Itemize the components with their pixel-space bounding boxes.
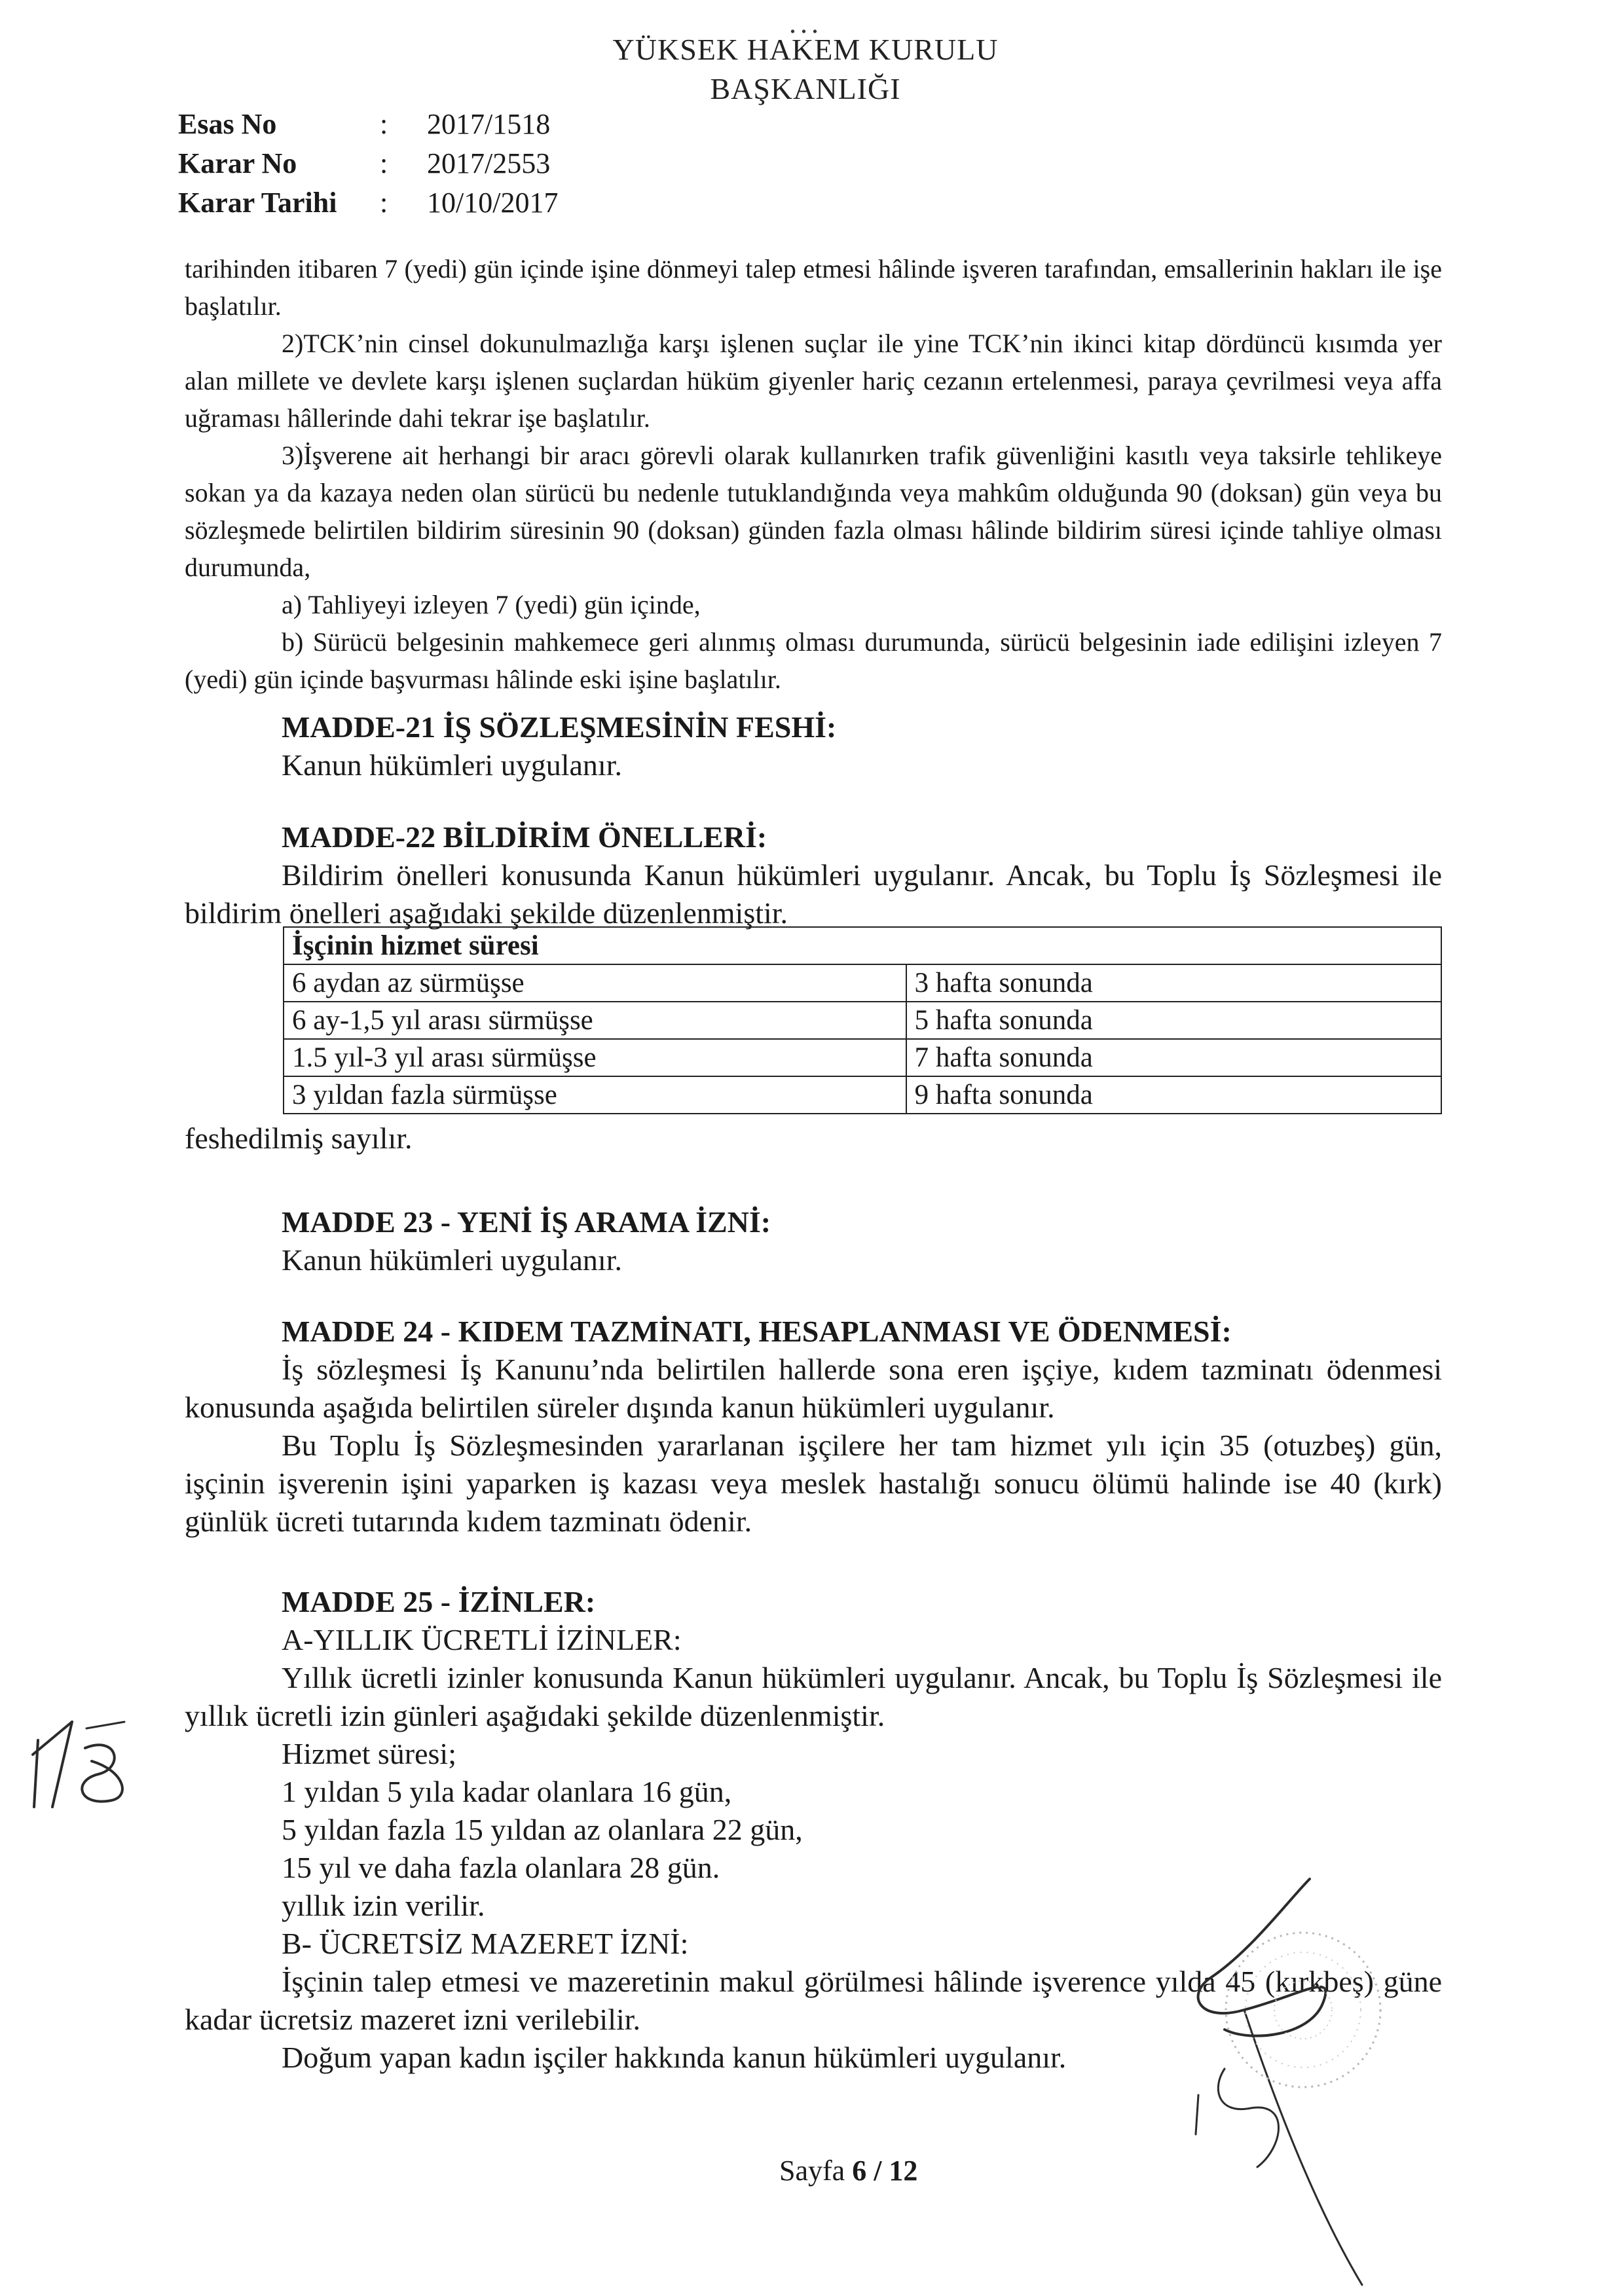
article-text: Bildirim önelleri konusunda Kanun hükümleri uygulanır. Ancak, bu Toplu İş Sözleşmesi ile bildirim önelleri aşağıdaki şekilde düzenlenmiştir. — [185, 858, 1442, 930]
after-table-text: feshedilmiş sayılır. — [185, 1121, 413, 1155]
duration-cell: 3 yıldan fazla sürmüşse — [284, 1076, 906, 1114]
service-line: 5 yıldan fazla 15 yıldan az olanlara 22 gün, — [282, 1813, 803, 1846]
handwritten-margin-note — [26, 1709, 138, 1820]
duration-cell: 1.5 yıl-3 yıl arası sürmüşse — [284, 1039, 906, 1076]
article-24 — [185, 1313, 1442, 1540]
page-number — [779, 2154, 917, 2187]
meta-row-tarih — [178, 183, 558, 223]
article-heading: MADDE 23 - YENİ İŞ ARAMA İZNİ: — [282, 1205, 771, 1239]
meta-separator: : — [380, 147, 388, 179]
article-22 — [185, 818, 1442, 932]
article-heading: MADDE 24 - KIDEM TAZMİNATI, HESAPLANMASI VE ÖDENMESİ: — [282, 1315, 1232, 1348]
notice-cell: 5 hafta sonunda — [906, 1002, 1441, 1039]
duration-cell: 6 ay-1,5 yıl arası sürmüşse — [284, 1002, 906, 1039]
meta-label: Esas No — [178, 108, 277, 140]
meta-row-karar — [178, 144, 558, 183]
authority-header — [602, 30, 1008, 109]
meta-label: Karar Tarihi — [178, 187, 337, 219]
top-mark: ... — [789, 7, 822, 39]
duration-cell: 6 aydan az sürmüşse — [284, 964, 906, 1002]
article-heading: MADDE 25 - İZİNLER: — [282, 1585, 596, 1618]
article-heading: MADDE-21 İŞ SÖZLEŞMESİNİN FESHİ: — [282, 710, 837, 744]
meta-label: Karar No — [178, 147, 297, 179]
page-prefix: Sayfa — [779, 2155, 845, 2187]
table-header-row — [284, 927, 1441, 964]
notice-cell: 3 hafta sonunda — [906, 964, 1441, 1002]
meta-separator: : — [380, 187, 388, 219]
service-outro: yıllık izin verilir. — [282, 1889, 485, 1922]
stamp-seal — [1218, 1925, 1388, 2095]
meta-value: 2017/2553 — [427, 147, 551, 179]
intro-section — [185, 250, 1442, 698]
article-paragraph-2: Bu Toplu İş Sözleşmesinden yararlanan işçilere her tam hizmet yılı için 35 (otuzbeş) gün, işçinin işverenin işini yaparken iş kazası veya meslek hastalığı sonucu ölümü halinde ise 40 (kırk) günlük ücreti tutarında kıdem tazminatı ödenir. — [185, 1429, 1442, 1538]
table-row — [284, 964, 1441, 1002]
intro-paragraph-2: 2)TCK’nin cinsel dokunulmazlığa karşı işlenen suçlar ile yine TCK’nin ikinci kitap dördüncü kısımda yer alan millete ve devlete karşı işlenen suçlardan hüküm giyenler hariç cezanın ertelenmesi, paraya çevrilmesi veya affa uğraması hâllerinde dahi tekrar işe başlatılır. — [185, 329, 1442, 433]
page-current: 6 — [852, 2155, 867, 2187]
article-paragraph-1: İş sözleşmesi İş Kanunu’nda belirtilen hallerde sona eren işçiye, kıdem tazminatı ödenmesi konusunda aşağıda belirtilen süreler dışında kanun hükümleri uygulanır. — [185, 1353, 1442, 1424]
intro-paragraph-3: 3)İşverene ait herhangi bir aracı görevli olarak kullanırken trafik güvenliğini kasıtlı veya taksirle tehlikeye sokan ya da kazaya neden olan sürücü bu nedenle tutuklandığında veya mahkûm olduğunda 90 (doksan) gün veya bu sözleşmede belirtilen bildirim süresinin 90 (doksan) günden fazla olması hâlinde bildirim süresi içinde tahliye olması durumunda, — [185, 441, 1442, 582]
article-text: Kanun hükümleri uygulanır. — [282, 748, 622, 782]
authority-line-2: BAŞKANLIĞI — [710, 72, 901, 105]
subsection-b-text: İşçinin talep etmesi ve mazeretinin makul görülmesi hâlinde işverence yılda 45 (kırkbeş) güne kadar ücretsiz mazeret izni verilebilir. — [185, 1965, 1442, 2036]
table-row — [284, 1039, 1441, 1076]
intro-item-a: a) Tahliyeyi izleyen 7 (yedi) gün içinde, — [282, 590, 701, 619]
table-row — [284, 1002, 1441, 1039]
article-heading: MADDE-22 BİLDİRİM ÖNELLERİ: — [282, 820, 767, 854]
page-separator: / — [874, 2155, 882, 2187]
subsection-b-text-2: Doğum yapan kadın işçiler hakkında kanun hükümleri uygulanır. — [282, 2041, 1067, 2074]
service-line: 15 yıl ve daha fazla olanlara 28 gün. — [282, 1851, 720, 1884]
meta-separator: : — [380, 108, 388, 140]
service-line: 1 yıldan 5 yıla kadar olanlara 16 gün, — [282, 1775, 732, 1808]
meta-row-esas — [178, 105, 558, 144]
intro-paragraph-1: tarihinden itibaren 7 (yedi) gün içinde işine dönmeyi talep etmesi hâlinde işveren tarafından, emsallerinin hakları ile işe başlatılır. — [185, 254, 1442, 321]
authority-line-1: YÜKSEK HAKEM KURULU — [612, 33, 999, 66]
subsection-a-text: Yıllık ücretli izinler konusunda Kanun hükümleri uygulanır. Ancak, bu Toplu İş Sözleşmesi ile yıllık ücretli izin günleri aşağıdaki şekilde düzenlenmiştir. — [185, 1661, 1442, 1732]
article-23 — [185, 1203, 1442, 1279]
article-text: Kanun hükümleri uygulanır. — [282, 1243, 622, 1277]
meta-value: 10/10/2017 — [427, 187, 559, 219]
meta-value: 2017/1518 — [427, 108, 551, 140]
intro-item-b: b) Sürücü belgesinin mahkemece geri alınmış olması durumunda, sürücü belgesinin iade edilişini izleyen 7 (yedi) gün içinde başvurması hâlinde eski işine başlatılır. — [185, 627, 1442, 694]
article-22-closing — [185, 1120, 1442, 1157]
notice-cell: 7 hafta sonunda — [906, 1039, 1441, 1076]
notice-period-table — [283, 926, 1442, 1114]
table-header-cell: İşçinin hizmet süresi — [284, 927, 1441, 964]
table-row — [284, 1076, 1441, 1114]
article-21 — [185, 708, 1442, 784]
subheading-b: B- ÜCRETSİZ MAZERET İZNİ: — [282, 1927, 689, 1960]
case-meta — [178, 105, 558, 223]
subheading-a: A-YILLIK ÜCRETLİ İZİNLER: — [282, 1623, 682, 1656]
service-intro: Hizmet süresi; — [282, 1737, 456, 1770]
page-total: 12 — [889, 2155, 918, 2187]
notice-cell: 9 hafta sonunda — [906, 1076, 1441, 1114]
